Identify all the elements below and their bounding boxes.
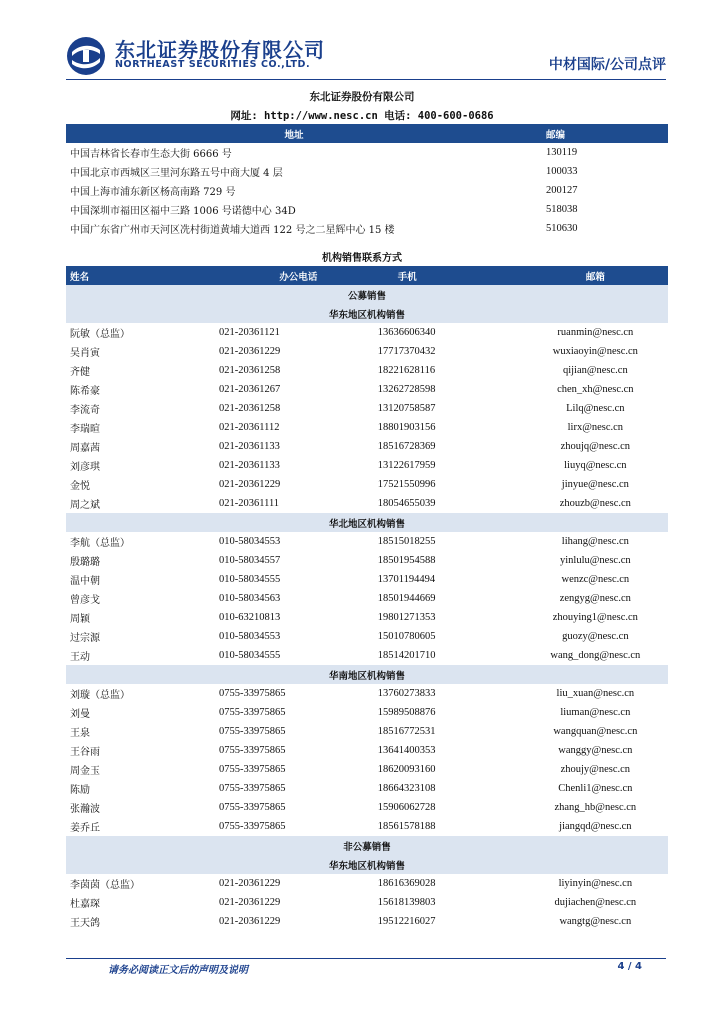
- contact-row: [66, 817, 668, 836]
- office-phone: 021-20361133: [218, 441, 280, 452]
- contact-row: [66, 627, 668, 646]
- office-phone: 021-20361258: [218, 365, 281, 376]
- office-phone-header: 办公电话: [219, 266, 378, 285]
- region-row: [66, 513, 668, 532]
- company-name: 东北证券股份有限公司: [309, 91, 415, 103]
- office-phone: 021-20361112: [218, 422, 280, 433]
- mobile-phone: 18664323108: [377, 783, 436, 794]
- contact-row: [66, 380, 668, 399]
- address-cell: 中国广东省广州市天河区冼村街道黄埔大道西 122 号之二星辉中心 15 楼: [70, 225, 395, 236]
- logo-english-name: NORTHEAST SECURITIES CO.,LTD.: [115, 59, 311, 70]
- contact-name: 阮敏（总监）: [70, 329, 130, 340]
- office-phone: 0755-33975865: [218, 745, 286, 756]
- contact-row: [66, 494, 668, 513]
- office-phone: 021-20361229: [218, 346, 281, 357]
- address-header-row: [66, 124, 668, 143]
- contact-row: [66, 703, 668, 722]
- contact-row: [66, 779, 668, 798]
- email-address: liuyq@nesc.cn: [564, 460, 627, 471]
- mobile-phone: 19801271353: [377, 612, 436, 623]
- email-address: yinlulu@nesc.cn: [560, 555, 631, 566]
- email-address: wanggy@nesc.cn: [558, 745, 633, 756]
- zip-header: 邮编: [522, 124, 668, 143]
- address-row: [66, 181, 668, 200]
- email-address: liu_xuan@nesc.cn: [556, 688, 635, 699]
- contact-name: 李茵茵（总监）: [70, 880, 140, 891]
- region-row-label: 华南地区机构销售: [66, 665, 668, 684]
- contact-row: [66, 912, 668, 931]
- email-address: Chenli1@nesc.cn: [558, 783, 633, 794]
- section-row-label: 非公募销售: [66, 836, 668, 855]
- email-address: wangquan@nesc.cn: [553, 726, 638, 737]
- mobile-phone: 13701194494: [377, 574, 436, 585]
- name-header: 姓名: [66, 266, 219, 285]
- page-number: 4 / 4: [617, 961, 642, 972]
- office-phone: 021-20361229: [218, 897, 281, 908]
- contact-name: 刘璇（总监）: [70, 690, 130, 701]
- contact-name: 王谷雨: [70, 747, 100, 758]
- office-phone: 0755-33975865: [218, 726, 286, 737]
- contact-name: 齐健: [70, 367, 90, 378]
- contact-row: [66, 437, 668, 456]
- email-address: qijian@nesc.cn: [562, 365, 628, 376]
- email-address: dujiachen@nesc.cn: [554, 897, 637, 908]
- contact-name: 殷璐璐: [70, 557, 100, 568]
- contact-row: [66, 361, 668, 380]
- office-phone: 010-58034553: [218, 536, 281, 547]
- office-phone: 021-20361133: [218, 460, 280, 471]
- mobile-phone: 13636606340: [377, 327, 436, 338]
- address-cell: 中国北京市西城区三里河东路五号中商大厦 4 层: [70, 168, 283, 179]
- contact-name: 李瑞暄: [70, 424, 100, 435]
- office-phone: 010-63210813: [218, 612, 281, 623]
- zip-cell: 130119: [545, 147, 578, 158]
- mobile-phone: 15010780605: [377, 631, 436, 642]
- contact-row: [66, 874, 668, 893]
- report-tag: 中材国际/公司点评: [548, 57, 666, 73]
- region-row-label: 华北地区机构销售: [66, 513, 668, 532]
- mobile-phone: 18616369028: [377, 878, 436, 889]
- office-phone: 010-58034553: [218, 631, 281, 642]
- mobile-phone: 17521550996: [377, 479, 436, 490]
- mobile-phone: 18801903156: [377, 422, 436, 433]
- contact-row: [66, 589, 668, 608]
- email-address: zhouzb@nesc.cn: [559, 498, 631, 509]
- footer-divider: [66, 958, 666, 959]
- email-address: zhoujq@nesc.cn: [560, 441, 631, 452]
- office-phone: 021-20361229: [218, 916, 281, 927]
- contact-name: 陈希豪: [70, 386, 100, 397]
- address-cell: 中国吉林省长春市生态大街 6666 号: [70, 149, 232, 160]
- contact-name: 曾彦戈: [70, 595, 100, 606]
- contact-name: 周金玉: [70, 766, 100, 777]
- contact-row: [66, 342, 668, 361]
- mobile-phone: 18516772531: [377, 726, 436, 737]
- office-phone: 021-20361111: [218, 498, 280, 509]
- region-row-label: 华东地区机构销售: [66, 304, 668, 323]
- office-phone: 010-58034563: [218, 593, 281, 604]
- region-row: [66, 304, 668, 323]
- mobile-phone: 18221628116: [377, 365, 436, 376]
- email-address: liuman@nesc.cn: [560, 707, 631, 718]
- office-phone: 0755-33975865: [218, 688, 286, 699]
- contact-row: [66, 893, 668, 912]
- email-address: wuxiaoyin@nesc.cn: [552, 346, 638, 357]
- contact-name: 姜乔丘: [70, 823, 100, 834]
- email-address: Lilq@nesc.cn: [566, 403, 625, 414]
- contact-row: [66, 532, 668, 551]
- contact-row: [66, 684, 668, 703]
- contact-row: [66, 646, 668, 665]
- company-web-phone: 网址: http://www.nesc.cn 电话: 400-600-0686: [230, 110, 494, 122]
- contact-name: 杜嘉琛: [70, 899, 100, 910]
- contact-row: [66, 798, 668, 817]
- contact-name: 周颖: [70, 614, 90, 625]
- contact-name: 温中朝: [70, 576, 100, 587]
- logo-chinese-name: 东北证券股份有限公司: [115, 38, 325, 62]
- mobile-phone: 18514201710: [377, 650, 436, 661]
- office-phone: 010-58034555: [218, 650, 281, 661]
- mobile-phone: 18501944669: [377, 593, 436, 604]
- contact-row: [66, 722, 668, 741]
- contact-name: 周嘉茜: [70, 443, 100, 454]
- mobile-header: 手机: [378, 266, 523, 285]
- email-address: wenzc@nesc.cn: [561, 574, 630, 585]
- contact-row: [66, 741, 668, 760]
- address-table: [66, 124, 668, 238]
- email-address: zhouying1@nesc.cn: [552, 612, 638, 623]
- contact-row: [66, 418, 668, 437]
- email-address: zengyg@nesc.cn: [559, 593, 631, 604]
- mobile-phone: 15989508876: [377, 707, 436, 718]
- zip-cell: 100033: [545, 166, 578, 177]
- section-row: [66, 836, 668, 855]
- page-header: [0, 0, 724, 80]
- address-header: 地址: [66, 124, 522, 143]
- header-divider: [66, 79, 666, 80]
- contact-row: [66, 475, 668, 494]
- region-row: [66, 855, 668, 874]
- zip-cell: 518038: [545, 204, 578, 215]
- office-phone: 010-58034557: [218, 555, 281, 566]
- office-phone: 021-20361229: [218, 878, 281, 889]
- office-phone: 0755-33975865: [218, 764, 286, 775]
- contact-row: [66, 608, 668, 627]
- email-address: zhang_hb@nesc.cn: [554, 802, 637, 813]
- mobile-phone: 18515018255: [377, 536, 436, 547]
- email-address: wang_dong@nesc.cn: [550, 650, 641, 661]
- contact-row: [66, 323, 668, 342]
- email-address: liyinyin@nesc.cn: [558, 878, 633, 889]
- address-cell: 中国上海市浦东新区杨高南路 729 号: [70, 187, 236, 198]
- contact-name: 王泉: [70, 728, 90, 739]
- office-phone: 0755-33975865: [218, 802, 286, 813]
- email-address: lirx@nesc.cn: [567, 422, 624, 433]
- email-address: ruanmin@nesc.cn: [557, 327, 634, 338]
- office-phone: 0755-33975865: [218, 821, 286, 832]
- contact-name: 陈励: [70, 785, 90, 796]
- mobile-phone: 19512216027: [377, 916, 436, 927]
- address-cell: 中国深圳市福田区福中三路 1006 号诺德中心 34D: [70, 206, 296, 217]
- email-address: chen_xh@nesc.cn: [557, 384, 634, 395]
- sales-contact-table: [66, 266, 668, 931]
- contact-name: 王动: [70, 652, 90, 663]
- office-phone: 0755-33975865: [218, 707, 286, 718]
- address-row: [66, 200, 668, 219]
- zip-cell: 510630: [545, 223, 578, 234]
- office-phone: 0755-33975865: [218, 783, 286, 794]
- office-phone: 021-20361229: [218, 479, 281, 490]
- footer-notice: 请务必阅读正文后的声明及说明: [108, 965, 248, 976]
- address-row: [66, 143, 668, 162]
- mobile-phone: 18561578188: [377, 821, 436, 832]
- mobile-phone: 13760273833: [377, 688, 436, 699]
- office-phone: 010-58034555: [218, 574, 281, 585]
- section-row-label: 公募销售: [66, 285, 668, 304]
- contact-name: 李流奇: [70, 405, 100, 416]
- address-row: [66, 219, 668, 238]
- email-header: 邮箱: [523, 266, 668, 285]
- address-row: [66, 162, 668, 181]
- contact-row: [66, 760, 668, 779]
- contact-name: 过宗源: [70, 633, 100, 644]
- contact-name: 刘彦琪: [70, 462, 100, 473]
- contact-header-row: [66, 266, 668, 285]
- contact-name: 吴肖寅: [70, 348, 100, 359]
- email-address: lihang@nesc.cn: [561, 536, 629, 547]
- contact-row: [66, 570, 668, 589]
- contact-title: 机构销售联系方式: [322, 253, 402, 264]
- contact-name: 周之斌: [70, 500, 100, 511]
- contact-name: 张瀚波: [70, 804, 100, 815]
- region-row-label: 华东地区机构销售: [66, 855, 668, 874]
- region-row: [66, 665, 668, 684]
- mobile-phone: 17717370432: [377, 346, 436, 357]
- mobile-phone: 13262728598: [377, 384, 436, 395]
- section-row: [66, 285, 668, 304]
- contact-name: 刘曼: [70, 709, 90, 720]
- mobile-phone: 15618139803: [377, 897, 436, 908]
- mobile-phone: 13120758587: [377, 403, 436, 414]
- email-address: guozy@nesc.cn: [562, 631, 629, 642]
- contact-name: 王天鸽: [70, 918, 100, 929]
- mobile-phone: 18620093160: [377, 764, 436, 775]
- northeast-securities-logo-icon: [66, 36, 106, 76]
- mobile-phone: 18054655039: [377, 498, 436, 509]
- office-phone: 021-20361258: [218, 403, 281, 414]
- mobile-phone: 15906062728: [377, 802, 436, 813]
- zip-cell: 200127: [545, 185, 578, 196]
- office-phone: 021-20361121: [218, 327, 280, 338]
- contact-name: 李航（总监）: [70, 538, 130, 549]
- email-address: jinyue@nesc.cn: [561, 479, 629, 490]
- email-address: wangtg@nesc.cn: [559, 916, 632, 927]
- office-phone: 021-20361267: [218, 384, 281, 395]
- contact-row: [66, 456, 668, 475]
- mobile-phone: 13122617959: [377, 460, 436, 471]
- contact-row: [66, 551, 668, 570]
- mobile-phone: 18516728369: [377, 441, 436, 452]
- mobile-phone: 18501954588: [377, 555, 436, 566]
- contact-row: [66, 399, 668, 418]
- email-address: jiangqd@nesc.cn: [559, 821, 632, 832]
- contact-name: 金悦: [70, 481, 90, 492]
- mobile-phone: 13641400353: [377, 745, 436, 756]
- email-address: zhoujy@nesc.cn: [560, 764, 631, 775]
